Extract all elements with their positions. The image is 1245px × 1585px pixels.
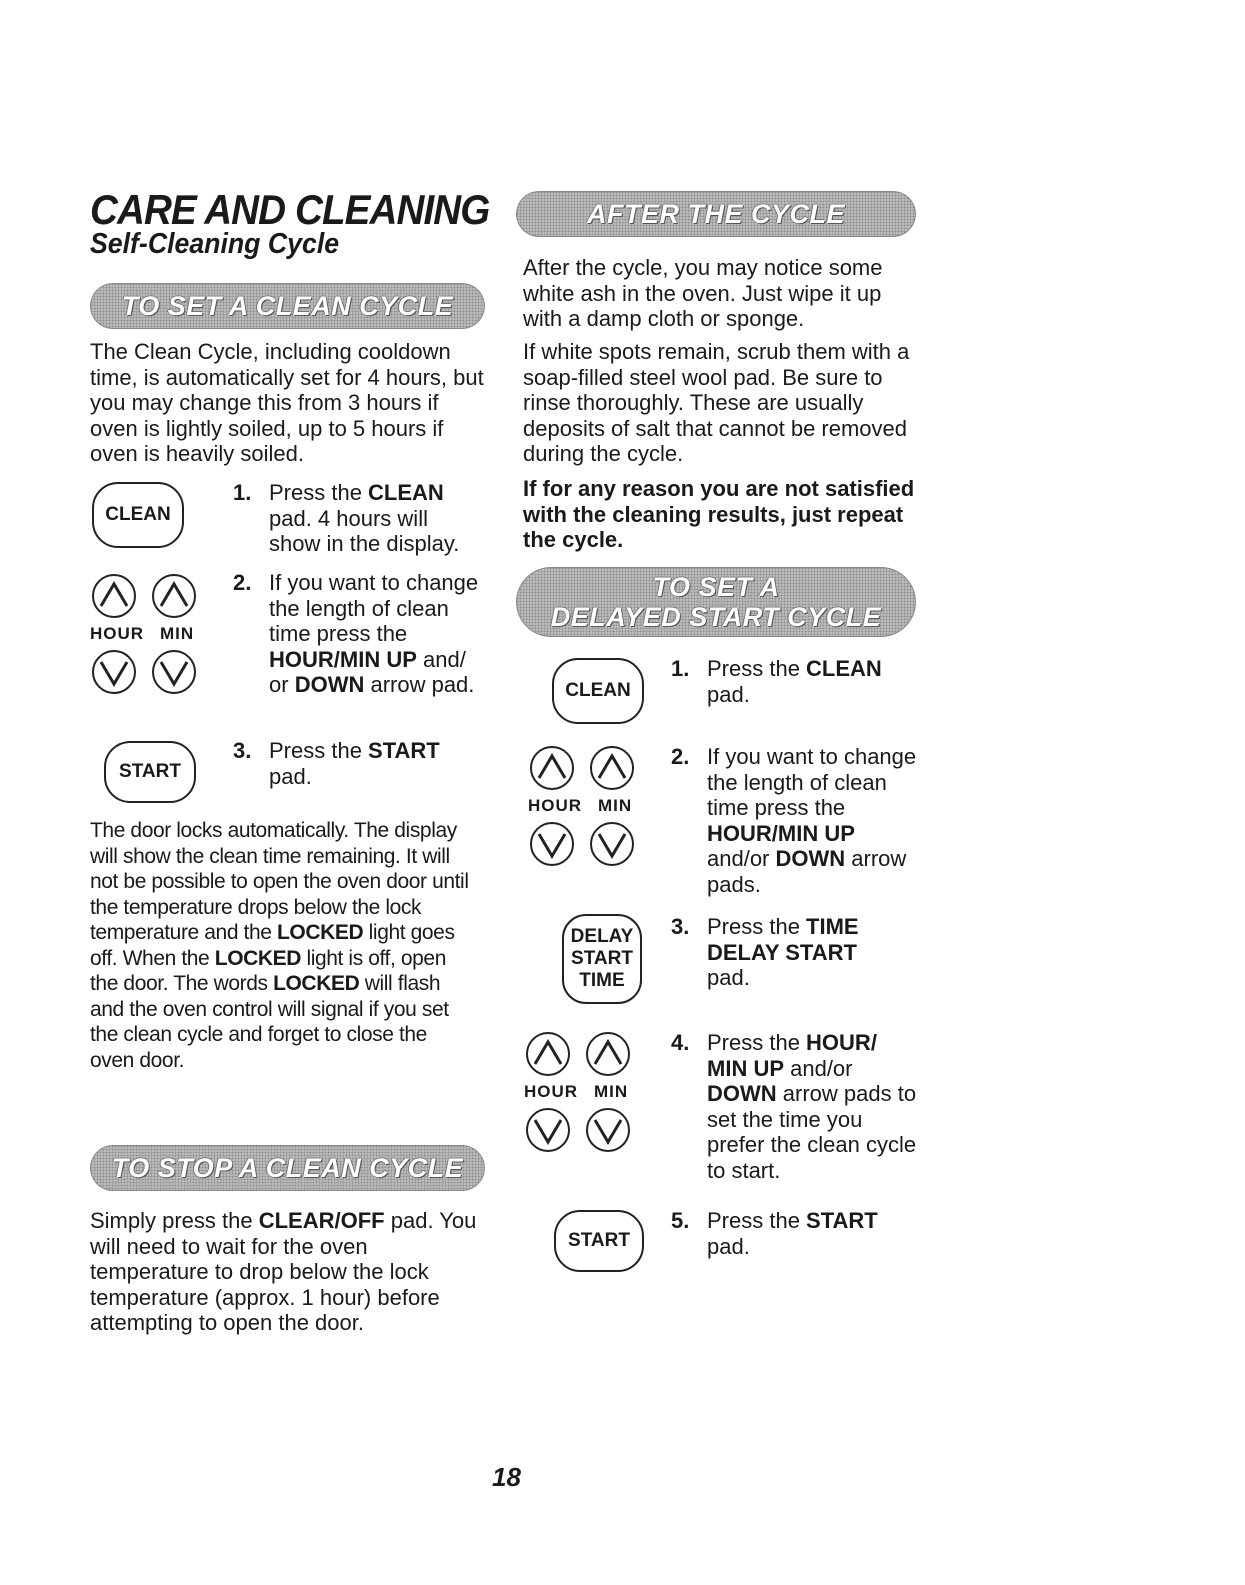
banner-after-the-cycle (516, 191, 916, 237)
intro-paragraph: The Clean Cycle, including cooldown time, is automatically set for 4 hours, but you may change this from 3 hours if oven is lightly soiled, up to 5 hours if oven is heavily soiled. (90, 339, 484, 466)
delay-pad-line3: TIME (579, 970, 625, 991)
step-number: 5. (671, 1208, 690, 1233)
door-lock-paragraph: The door locks automatically. The display will show the clean time remaining. It will not be possible to open the oven door until the temperature drops below the lock temperature and the LOCKED light goes off. When the LOCKED light is off, open the door. The words LOCKED will flash and the oven control will signal if you set the clean cycle and forget to close the oven door. (90, 819, 469, 1072)
step-text: Press the CLEAN pad. 4 hours will show in the display. (269, 480, 460, 556)
hour-down-arrow-icon (528, 820, 576, 868)
min-label: MIN (594, 1082, 629, 1101)
step-number: 2. (671, 744, 690, 769)
step-number: 1. (671, 656, 690, 681)
clean-pad-label: CLEAN (105, 504, 171, 525)
hour-up-arrow-icon (524, 1030, 572, 1078)
min-label: MIN (598, 796, 633, 815)
step-number: 3. (233, 738, 252, 763)
start-pad-icon (104, 741, 196, 803)
after-paragraph-1: After the cycle, you may notice some white ash in the oven. Just wipe it up with a damp cloth or sponge. (523, 255, 883, 331)
banner-stop-clean-cycle (90, 1145, 485, 1191)
hour-label: HOUR (90, 624, 145, 643)
step-number: 4. (671, 1030, 690, 1055)
hour-label: HOUR (524, 1082, 579, 1101)
step-text: Press the START pad. (707, 1208, 878, 1259)
min-up-arrow-icon (584, 1030, 632, 1078)
banner-label-line2: DELAYED START CYCLE (550, 602, 882, 632)
banner-label: TO SET A CLEAN CYCLE (121, 290, 454, 321)
step-text: If you want to change the length of clean time press the HOUR/MIN UP and/ or DOWN arrow pad. (269, 570, 479, 697)
clean-pad-icon (552, 658, 644, 724)
banner-label-line1: TO SET A (652, 572, 780, 602)
delay-pad-line2: START (571, 948, 633, 969)
hour-min-arrows-icon (524, 1030, 648, 1180)
start-pad-label: START (119, 761, 181, 782)
clean-pad-label: CLEAN (565, 680, 631, 701)
step-number: 3. (671, 914, 690, 939)
min-up-arrow-icon (588, 744, 636, 792)
min-down-arrow-icon (150, 648, 198, 696)
page-subtitle: Self-Cleaning Cycle (90, 228, 340, 260)
hour-min-arrows-icon (528, 744, 652, 894)
hour-up-arrow-icon (90, 572, 138, 620)
step-text: If you want to change the length of clean time press the HOUR/MIN UP and/or DOWN arrow pads. (707, 744, 917, 897)
banner-label: TO STOP A CLEAN CYCLE (111, 1152, 464, 1183)
step-text: Press the START pad. (269, 738, 440, 789)
banner-set-clean-cycle (90, 283, 485, 329)
start-pad-icon (554, 1210, 644, 1272)
step-text: Press the CLEAN pad. (707, 656, 882, 707)
delay-pad-line1: DELAY (570, 926, 634, 947)
step-number: 1. (233, 480, 252, 505)
banner-delayed-start (516, 567, 916, 637)
hour-up-arrow-icon (528, 744, 576, 792)
hour-down-arrow-icon (90, 648, 138, 696)
step-text: Press the HOUR/ MIN UP and/or DOWN arrow pads to set the time you prefer the clean cycle to start. (707, 1030, 917, 1183)
time-delay-start-pad-icon (562, 914, 642, 1004)
after-bold-note: If for any reason you are not satisfied with the cleaning results, just repeat the cycle. (523, 476, 915, 552)
page-title: CARE AND CLEANING (90, 186, 490, 233)
hour-label: HOUR (528, 796, 583, 815)
start-pad-label: START (568, 1230, 630, 1251)
page-number: 18 (492, 1462, 521, 1492)
min-down-arrow-icon (588, 820, 636, 868)
after-paragraph-2: If white spots remain, scrub them with a soap-filled steel wool pad. Be sure to rinse thoroughly. These are usually deposits of salt that cannot be removed during the cycle. (523, 339, 910, 466)
banner-label: AFTER THE CYCLE (586, 198, 845, 229)
hour-min-arrows-icon (90, 572, 214, 722)
step-number: 2. (233, 570, 252, 595)
hour-down-arrow-icon (524, 1106, 572, 1154)
min-down-arrow-icon (584, 1106, 632, 1154)
stop-paragraph: Simply press the CLEAR/OFF pad. You will need to wait for the oven temperature to drop below the lock temperature (approx. 1 hour) before attempting to open the door. (90, 1208, 477, 1335)
min-up-arrow-icon (150, 572, 198, 620)
step-text: Press the TIME DELAY START pad. (707, 914, 859, 990)
min-label: MIN (160, 624, 195, 643)
clean-pad-icon (92, 482, 184, 548)
